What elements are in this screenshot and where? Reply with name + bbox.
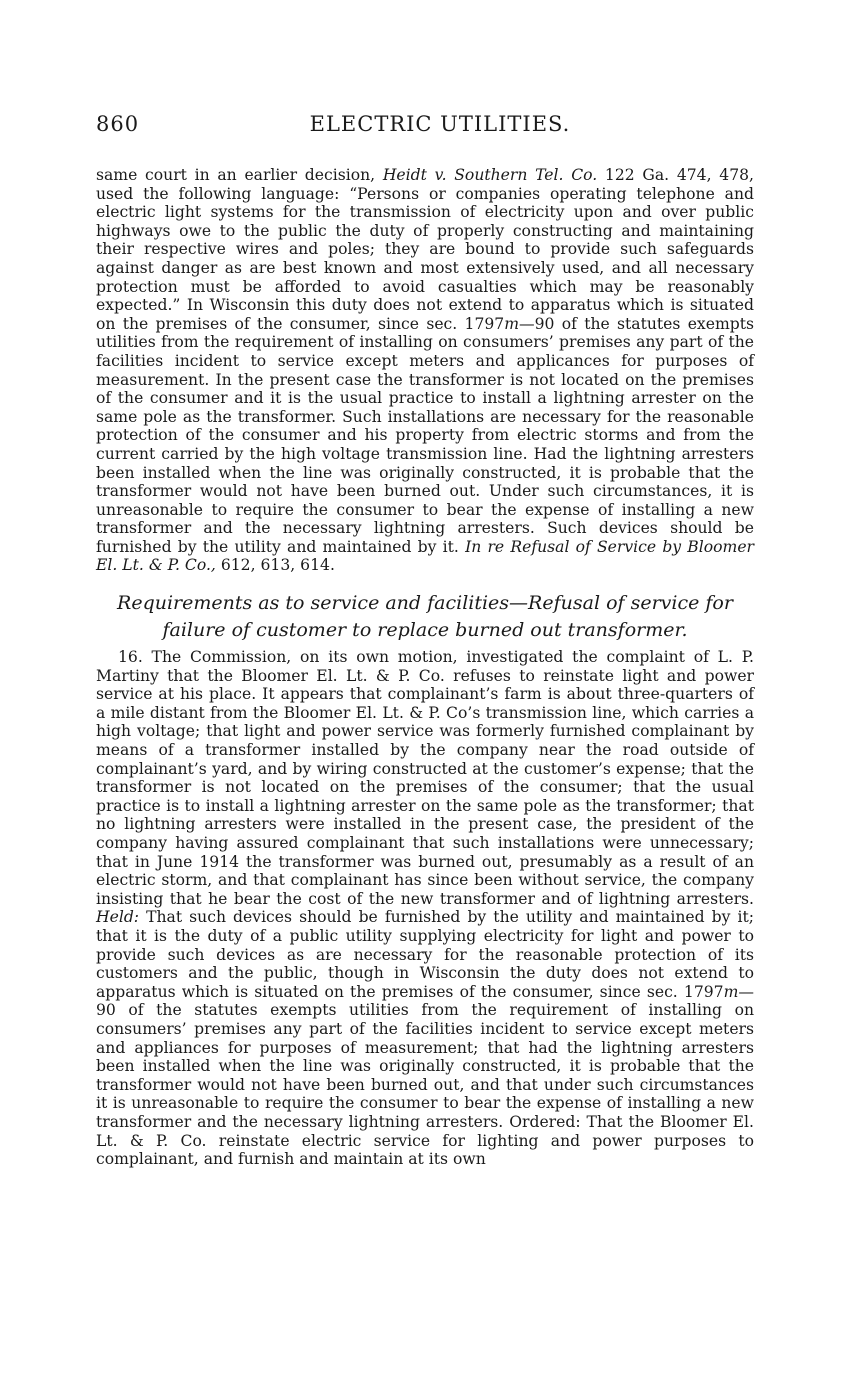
held-label: Held: [96,908,140,927]
document-page [96,108,754,1169]
page-number: 860 [96,112,140,136]
paragraph-16: 16. The Commission, on its own motion, investigated the complaint of L. P. Martiny that the Bloomer El. Lt. & P. Co. refuses to reinstate light and power service at his place. It appears that complainant’s farm is about three-quarters of a mile distant from the Bloomer El. Lt. & P. Co’s transmission line, which carries a high voltage; that light and power service was formerly furnished complainant by means of a transformer installed by the company near the road outside of complainant’s yard, and by wiring constructed at the customer’s expense; that the transformer is not located on the premises of the consumer; that the usual practice is to install a lightning arrester on the same pole as the transformer; that no lightning arresters were installed in the present case, the president of the company having assured complainant that such installations were unnecessary; that in June 1914 the transformer was burned out, presumably as a result of an electric storm, and that complainant has since been without service, the company insisting that he bear the cost of the new transformer and of lightning arresters. Held: That such devices should be furnished by the utility and maintained by it; that it is the duty of a public utility supplying electricity for light and power to provide such devices as are necessary for the reasonable protection of its customers and the public, though in Wisconsin the duty does not extend to apparatus which is situated on the premises of the consumer, since sec. 1797m—90 of the statutes exempts utilities from the requirement of installing on consumers’ premises any part of the facilities incident to service except meters and appliances for purposes of measurement; that had the lightning arresters been installed when the line was originally constructed, it is probable that the transformer would not have been burned out, and that under such circumstances it is unreasonable to require the consumer to bear the expense of installing a new transformer and the necessary lightning arresters. Ordered: That the Bloomer El. Lt. & P. Co. reinstate electric service for lighting and power purposes to complainant, and furnish and maintain at its own [96,648,754,1169]
case-citation: In re Refusal of Service by Bloomer El. Lt. & P. Co., [96,537,754,575]
running-head: ELECTRIC UTILITIES. [309,112,571,136]
page-header [96,108,754,144]
paragraph-continuation: same court in an earlier decision, Heidt v. Southern Tel. Co. 122 Ga. 474, 478, used the following language: “Persons or companies operating telephone and electric light systems for the transmission of electricity upon and over public highways owe to the public the duty of properly constructing and maintaining their respective wires and poles; they are bound to provide such safeguards against danger as are best known and most extensively used, and all necessary protection must be afforded to avoid casualties which may be reasonably expected.” In Wisconsin this duty does not extend to apparatus which is situated on the premises of the consumer, since sec. 1797m—90 of the statutes exempts utilities from the requirement of installing on consumers’ premises any part of the facilities incident to service except meters and applicances for purposes of measurement. In the present case the transformer is not located on the premises of the consumer and it is the usual practice to install a lightning arrester on the same pole as the transformer. Such installations are necessary for the reasonable protection of the consumer and his property from electric storms and from the current carried by the high voltage transmission line. Had the lightning arresters been installed when the line was originally constructed, it is probable that the transformer would not have been burned out. Under such circumstances, it is unreasonable to require the consumer to bear the expense of installing a new transformer and the necessary lightning arresters. Such devices should be furnished by the utility and maintained by it. In re Refusal of Service by Bloomer El. Lt. & P. Co., 612, 613, 614. [96,166,754,575]
section-heading: Requirements as to service and facilities—Refusal of service for failure of customer to replace burned out transformer. [117,592,733,642]
case-citation: Heidt v. Southern Tel. Co. [382,166,598,184]
body-text [96,166,754,1169]
